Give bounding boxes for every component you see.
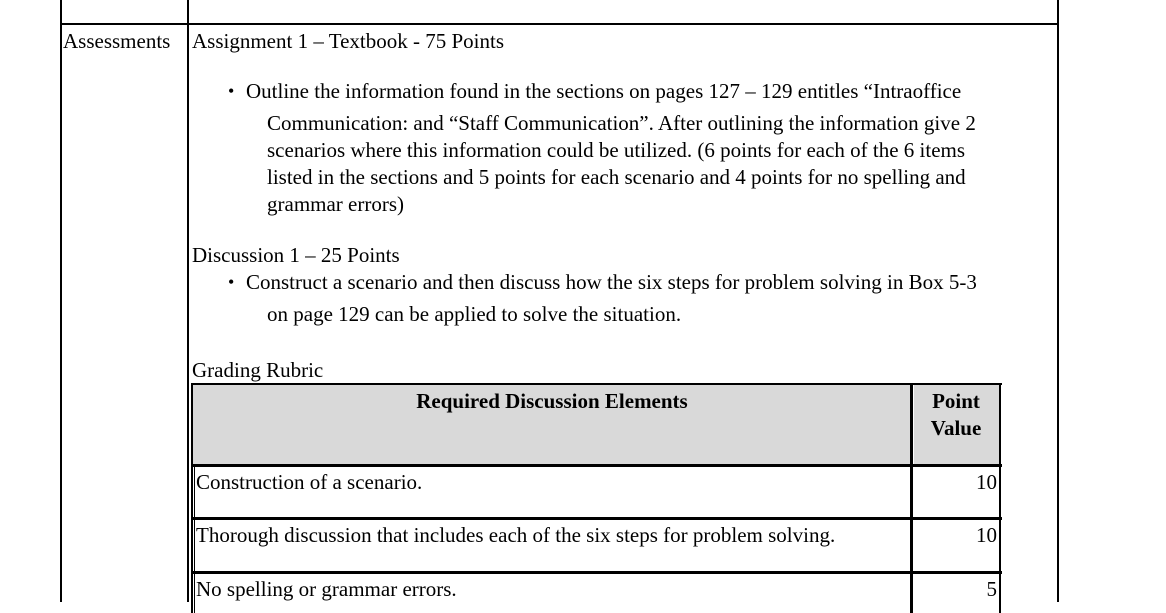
discussion-bullet-line-1: Construct a scenario and then discuss how the six steps for problem solving in Box 5-3 (246, 270, 977, 294)
outer-table-left-border (60, 0, 62, 602)
section-label-assessments: Assessments (63, 29, 171, 53)
rubric-header-elements-label: Required Discussion Elements (416, 389, 688, 413)
rubric-top-border (191, 383, 1002, 385)
rubric-header-points-label-line2: Value (930, 416, 982, 440)
rubric-row-points: 10 (976, 470, 997, 494)
assignment-bullet-line-4: listed in the sections and 5 points for each scenario and 4 points for no spelling and (267, 165, 966, 189)
discussion-title: Discussion 1 – 25 Points (192, 243, 400, 267)
assignment-bullet-line-3: scenarios where this information could be utilized. (6 points for each of the 6 items (267, 138, 966, 162)
rubric-header-points-label-line1: Point (932, 389, 980, 413)
rubric-row-points: 10 (976, 523, 997, 547)
assignment-bullet-line-5: grammar errors) (267, 192, 405, 216)
outer-table-column-divider (187, 0, 189, 602)
assignment-title: Assignment 1 – Textbook - 75 Points (192, 29, 504, 53)
assignment-bullet-line-1: Outline the information found in the sections on pages 127 – 129 entitles “Intraoffice (246, 79, 962, 103)
rubric-table (191, 383, 1002, 613)
assignment-bullet-line-2: Communication: and “Staff Communication”. After outlining the information give 2 (267, 111, 976, 135)
rubric-row-element: Thorough discussion that includes each of the six steps for problem solving. (196, 523, 836, 547)
rubric-row-points: 5 (986, 577, 997, 601)
bullet-icon: • (228, 272, 235, 292)
rubric-row-element: No spelling or grammar errors. (196, 577, 457, 601)
table-row (191, 520, 1002, 571)
discussion-bullet-line-2: on page 129 can be applied to solve the situation. (267, 302, 682, 326)
rubric-row-element: Construction of a scenario. (196, 470, 423, 494)
table-row (191, 467, 1002, 517)
outer-table-right-border (1057, 0, 1059, 602)
bullet-icon: • (228, 81, 235, 101)
outer-table-row-divider (60, 23, 1059, 25)
table-row (191, 574, 1002, 613)
rubric-caption: Grading Rubric (192, 358, 324, 382)
